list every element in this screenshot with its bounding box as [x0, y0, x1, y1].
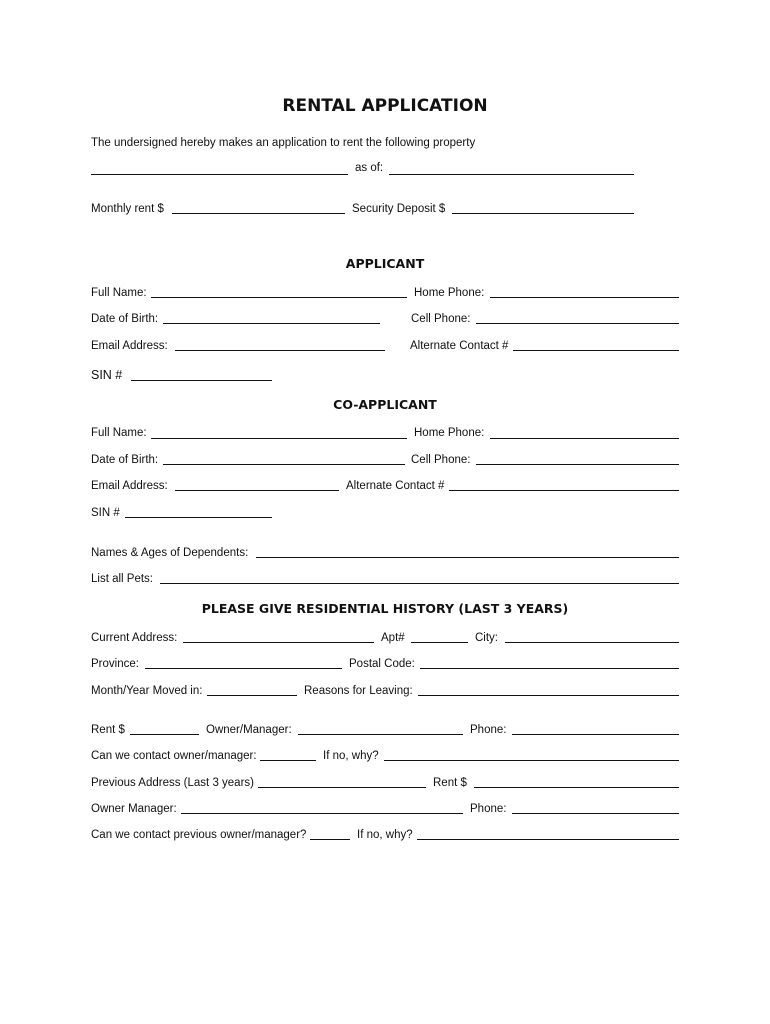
if-no-label: If no, why? [323, 750, 379, 762]
monthly-rent-label: Monthly rent $ [91, 203, 164, 215]
previous-address-field[interactable] [258, 787, 426, 788]
prev-rent-field[interactable] [474, 787, 679, 788]
co-applicant-heading: CO-APPLICANT [333, 397, 437, 412]
applicant-alt-contact-field[interactable] [513, 350, 679, 351]
applicant-heading: APPLICANT [345, 256, 425, 271]
co-applicant-full-name-field[interactable] [151, 438, 407, 439]
current-address-label: Current Address: [91, 632, 178, 644]
dependents-field[interactable] [256, 557, 679, 558]
history-heading: PLEASE GIVE RESIDENTIAL HISTORY (LAST 3 YEARS) [201, 601, 569, 616]
moved-in-label: Month/Year Moved in: [91, 685, 203, 697]
postal-code-field[interactable] [420, 668, 679, 669]
dependents-label: Names & Ages of Dependents: [91, 547, 249, 559]
rent-field[interactable] [130, 734, 199, 735]
rent-label: Rent $ [91, 724, 125, 736]
co-applicant-home-phone-field[interactable] [490, 438, 679, 439]
contact-prev-label: Can we contact previous owner/manager? [91, 829, 307, 841]
applicant-home-phone-field[interactable] [490, 297, 679, 298]
prev-rent-label: Rent $ [433, 777, 467, 789]
prev-if-no-label: If no, why? [357, 829, 413, 841]
as-of-label: as of: [355, 162, 384, 174]
intro-text: The undersigned hereby makes an application to rent the following property [91, 137, 476, 149]
owner-manager-field[interactable] [298, 734, 463, 735]
contact-owner-label: Can we contact owner/manager: [91, 750, 257, 762]
applicant-home-phone-label: Home Phone: [414, 287, 485, 299]
co-applicant-alt-contact-field[interactable] [449, 490, 679, 491]
city-field[interactable] [505, 642, 679, 643]
phone-field[interactable] [512, 734, 679, 735]
security-deposit-label: Security Deposit $ [352, 203, 446, 215]
co-applicant-email-label: Email Address: [91, 480, 168, 492]
reasons-label: Reasons for Leaving: [304, 685, 413, 697]
apt-label: Apt# [381, 632, 405, 644]
co-applicant-dob-field[interactable] [163, 464, 405, 465]
reasons-field[interactable] [418, 695, 679, 696]
property-address-field[interactable] [91, 174, 348, 175]
postal-code-label: Postal Code: [349, 658, 415, 670]
city-label: City: [475, 632, 498, 644]
co-applicant-cell-phone-label: Cell Phone: [411, 454, 471, 466]
prev-owner-label: Owner Manager: [91, 803, 177, 815]
applicant-dob-field[interactable] [163, 323, 380, 324]
co-applicant-full-name-label: Full Name: [91, 427, 147, 439]
current-address-field[interactable] [183, 642, 374, 643]
applicant-sin-field[interactable] [131, 380, 272, 381]
contact-owner-field[interactable] [260, 760, 316, 761]
co-applicant-cell-phone-field[interactable] [476, 464, 679, 465]
co-applicant-home-phone-label: Home Phone: [414, 427, 485, 439]
moved-in-field[interactable] [207, 695, 297, 696]
applicant-cell-phone-label: Cell Phone: [411, 313, 471, 325]
if-no-field[interactable] [384, 760, 679, 761]
pets-field[interactable] [160, 583, 679, 584]
prev-phone-field[interactable] [512, 813, 679, 814]
applicant-sin-label: SIN # [91, 368, 123, 382]
co-applicant-alt-contact-label: Alternate Contact # [346, 480, 445, 492]
applicant-full-name-label: Full Name: [91, 287, 147, 299]
prev-if-no-field[interactable] [417, 839, 679, 840]
as-of-date-field[interactable] [389, 174, 634, 175]
prev-phone-label: Phone: [470, 803, 507, 815]
applicant-full-name-field[interactable] [151, 297, 407, 298]
apt-field[interactable] [411, 642, 468, 643]
province-label: Province: [91, 658, 139, 670]
applicant-alt-contact-label: Alternate Contact # [410, 340, 509, 352]
co-applicant-dob-label: Date of Birth: [91, 454, 159, 466]
co-applicant-email-field[interactable] [175, 490, 339, 491]
prev-owner-field[interactable] [181, 813, 463, 814]
document-title: RENTAL APPLICATION [282, 96, 488, 116]
previous-address-label: Previous Address (Last 3 years) [91, 777, 254, 789]
contact-prev-field[interactable] [310, 839, 350, 840]
phone-label: Phone: [470, 724, 507, 736]
co-applicant-sin-field[interactable] [125, 517, 272, 518]
security-deposit-field[interactable] [452, 213, 634, 214]
applicant-cell-phone-field[interactable] [476, 323, 679, 324]
applicant-dob-label: Date of Birth: [91, 313, 159, 325]
pets-label: List all Pets: [91, 573, 153, 585]
applicant-email-label: Email Address: [91, 340, 168, 352]
monthly-rent-field[interactable] [172, 213, 345, 214]
province-field[interactable] [145, 668, 342, 669]
owner-manager-label: Owner/Manager: [206, 724, 292, 736]
co-applicant-sin-label: SIN # [91, 507, 120, 519]
applicant-email-field[interactable] [175, 350, 385, 351]
